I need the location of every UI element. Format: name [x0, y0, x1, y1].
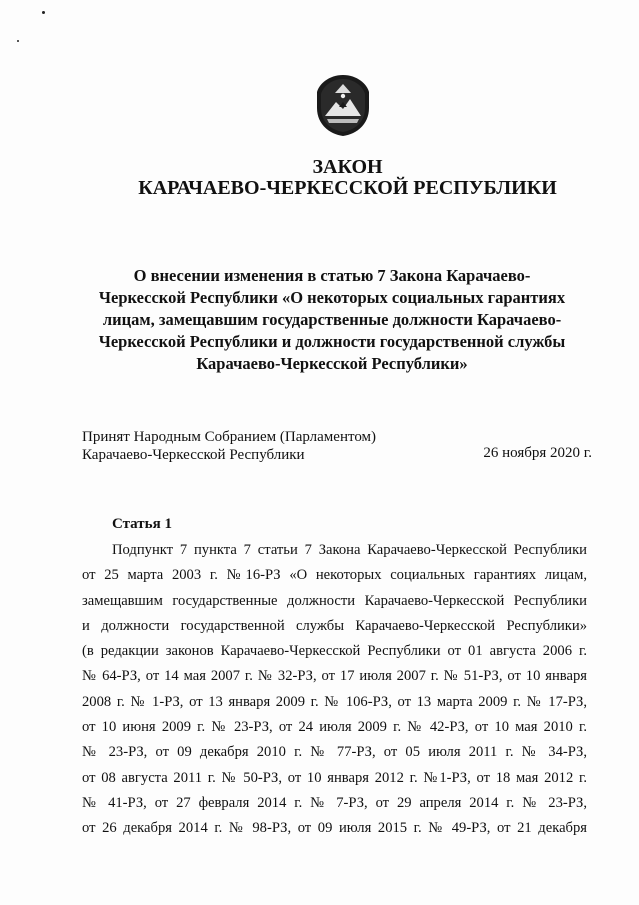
subtitle-line: Черкесской Республики и должности государственной службы — [98, 332, 566, 351]
article-line: от 08 августа 2011 г. № 50-РЗ, от 10 января 2012 г. №1-РЗ, от 18 мая 2012 г. — [82, 769, 587, 786]
article-line: № 23-РЗ, от 09 декабря 2010 г. № 77-РЗ, от 05 июля 2011 г. № 34-РЗ, — [82, 744, 587, 761]
article-line: Подпункт 7 пункта 7 статьи 7 Закона Карачаево-Черкесской Республики — [112, 542, 587, 558]
subtitle-line: лицам, замещавшим государственные должности Карачаево- — [102, 310, 562, 329]
article-body — [82, 538, 587, 842]
subtitle-line: Черкесской Республики «О некоторых социальных гарантиях — [98, 288, 566, 307]
article-line: № 41-РЗ, от 27 февраля 2014 г. № 7-РЗ, от 29 апреля 2014 г. № 23-РЗ, — [82, 794, 587, 811]
article-line: 2008 г. № 1-РЗ, от 13 января 2009 г. № 106-РЗ, от 13 марта 2009 г. № 17-РЗ, — [82, 693, 587, 710]
article-line: от 10 июня 2009 г. № 23-РЗ, от 24 июля 2009 г. № 42-РЗ, от 10 мая 2010 г. — [82, 719, 587, 736]
republic-name: КАРАЧАЕВО-ЧЕРКЕССКОЙ РЕСПУБЛИКИ — [138, 177, 557, 199]
article-line: № 64-РЗ, от 14 мая 2007 г. № 32-РЗ, от 17 июля 2007 г. № 51-РЗ, от 10 января — [82, 668, 587, 685]
article-heading: Статья 1 — [112, 516, 172, 532]
article-line: от 26 декабря 2014 г. № 98-РЗ, от 09 июля 2015 г. № 49-РЗ, от 21 декабря — [82, 820, 587, 837]
law-title: ЗАКОН — [312, 156, 383, 178]
scan-speck — [42, 11, 45, 14]
law-subtitle — [82, 265, 582, 375]
subtitle-line: Карачаево-Черкесской Республики» — [196, 354, 468, 373]
article-line: замещавшим государственные должности Карачаево-Черкесской Республики — [82, 592, 587, 609]
coat-of-arms-emblem — [313, 72, 373, 138]
adoption-line-2: Карачаево-Черкесской Республики — [82, 447, 305, 463]
article-line: от 25 марта 2003 г. №16-РЗ «О некоторых социальных гарантиях лицам, — [82, 567, 587, 584]
scan-speck — [17, 40, 19, 42]
adoption-date: 26 ноября 2020 г. — [483, 445, 592, 461]
subtitle-line: О внесении изменения в статью 7 Закона Карачаево- — [133, 266, 531, 285]
article-line: (в редакции законов Карачаево-Черкесской Республики от 01 августа 2006 г. — [82, 643, 587, 660]
adoption-info — [82, 428, 592, 464]
article-line: и должности государственной службы Карачаево-Черкесской Республики» — [82, 617, 587, 634]
adoption-line-1: Принят Народным Собранием (Парламентом) — [82, 429, 377, 445]
